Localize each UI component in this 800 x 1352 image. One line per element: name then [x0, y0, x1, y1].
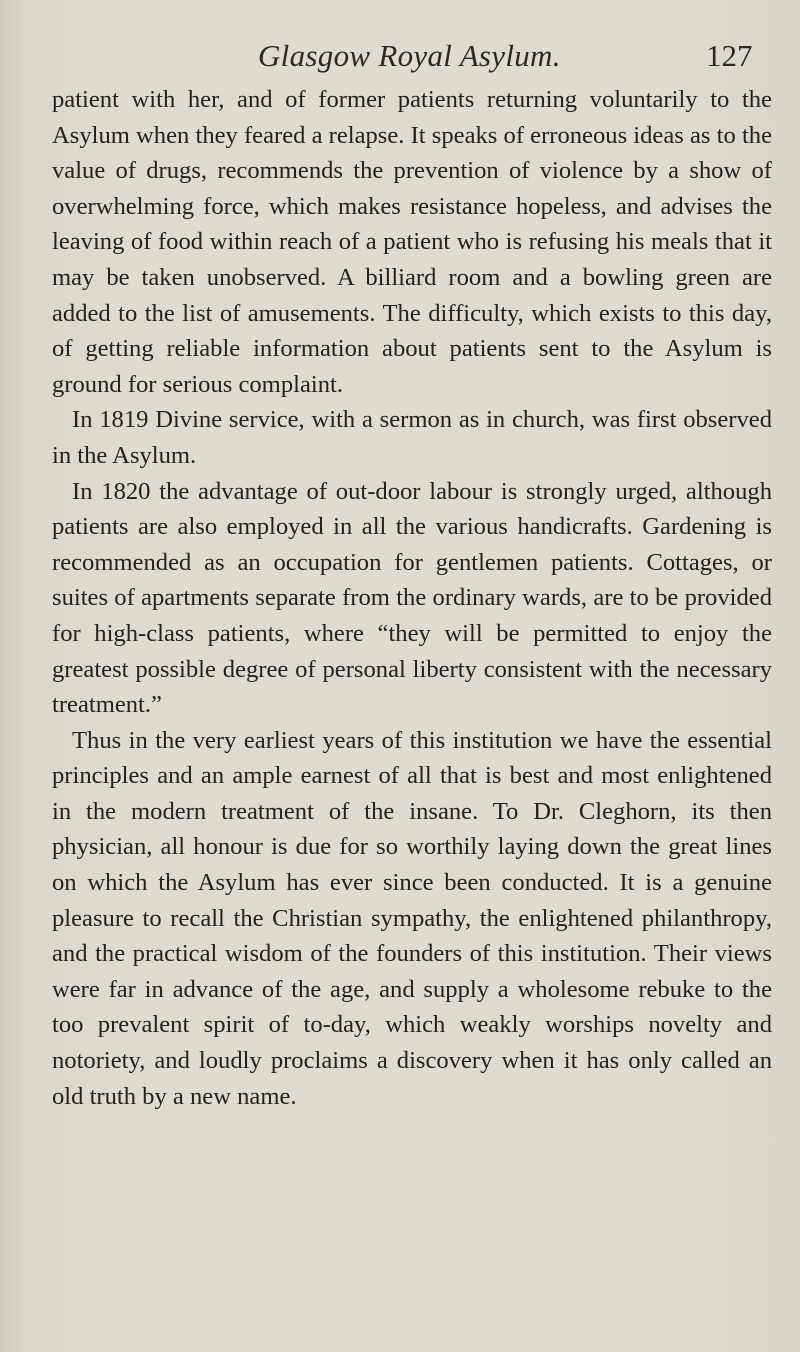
body-text [52, 82, 772, 1114]
paragraph: patient with her, and of former patients returning voluntarily to the Asylum when they feared a relapse. It speaks of erroneous ideas as to the value of drugs, recommends the prevention of violence by a show of overwhelming force, which makes resistance hopeless, and advises the leaving of food within reach of a patient who is refusing his meals that it may be taken unobserved. A billiard room and a bowling green are added to the list of amusements. The difficulty, which exists to this day, of getting reliable information about patients sent to the Asylum is ground for serious complaint. [52, 86, 772, 398]
paragraph: Thus in the very earliest years of this institution we have the essential principles and an ample earnest of all that is best and most enlightened in the modern treatment of the insane. To Dr. Cleghorn, its then physician, all honour is due for so worthily laying down the great lines on which the Asylum has ever since been conducted. It is a genuine pleasure to recall the Christian sympathy, the enlightened philanthropy, and the practical wisdom of the founders of this institution. Their views were far in advance of the age, and supply a wholesome rebuke to the too prevalent spirit of to-day, which weakly worships novelty and notoriety, and loudly proclaims a discovery when it has only called an old truth by a new name. [52, 726, 772, 1110]
paragraph: In 1820 the advantage of out-door labour is strongly urged, although patients are also employed in all the various handicrafts. Gardening is recommended as an occupation for gentlemen patients. Cottages, or suites of apartments separate from the ordinary wards, are to be provided for high-class patients, where “they will be permitted to enjoy the greatest possible degree of personal liberty consistent with the necessary treatment.” [52, 477, 772, 719]
paragraph: In 1819 Divine service, with a sermon as in church, was first observed in the Asylum. [52, 406, 772, 469]
page-header [0, 38, 800, 88]
page-number: 127 [706, 38, 753, 73]
running-title: Glasgow Royal Asylum. [258, 38, 561, 73]
